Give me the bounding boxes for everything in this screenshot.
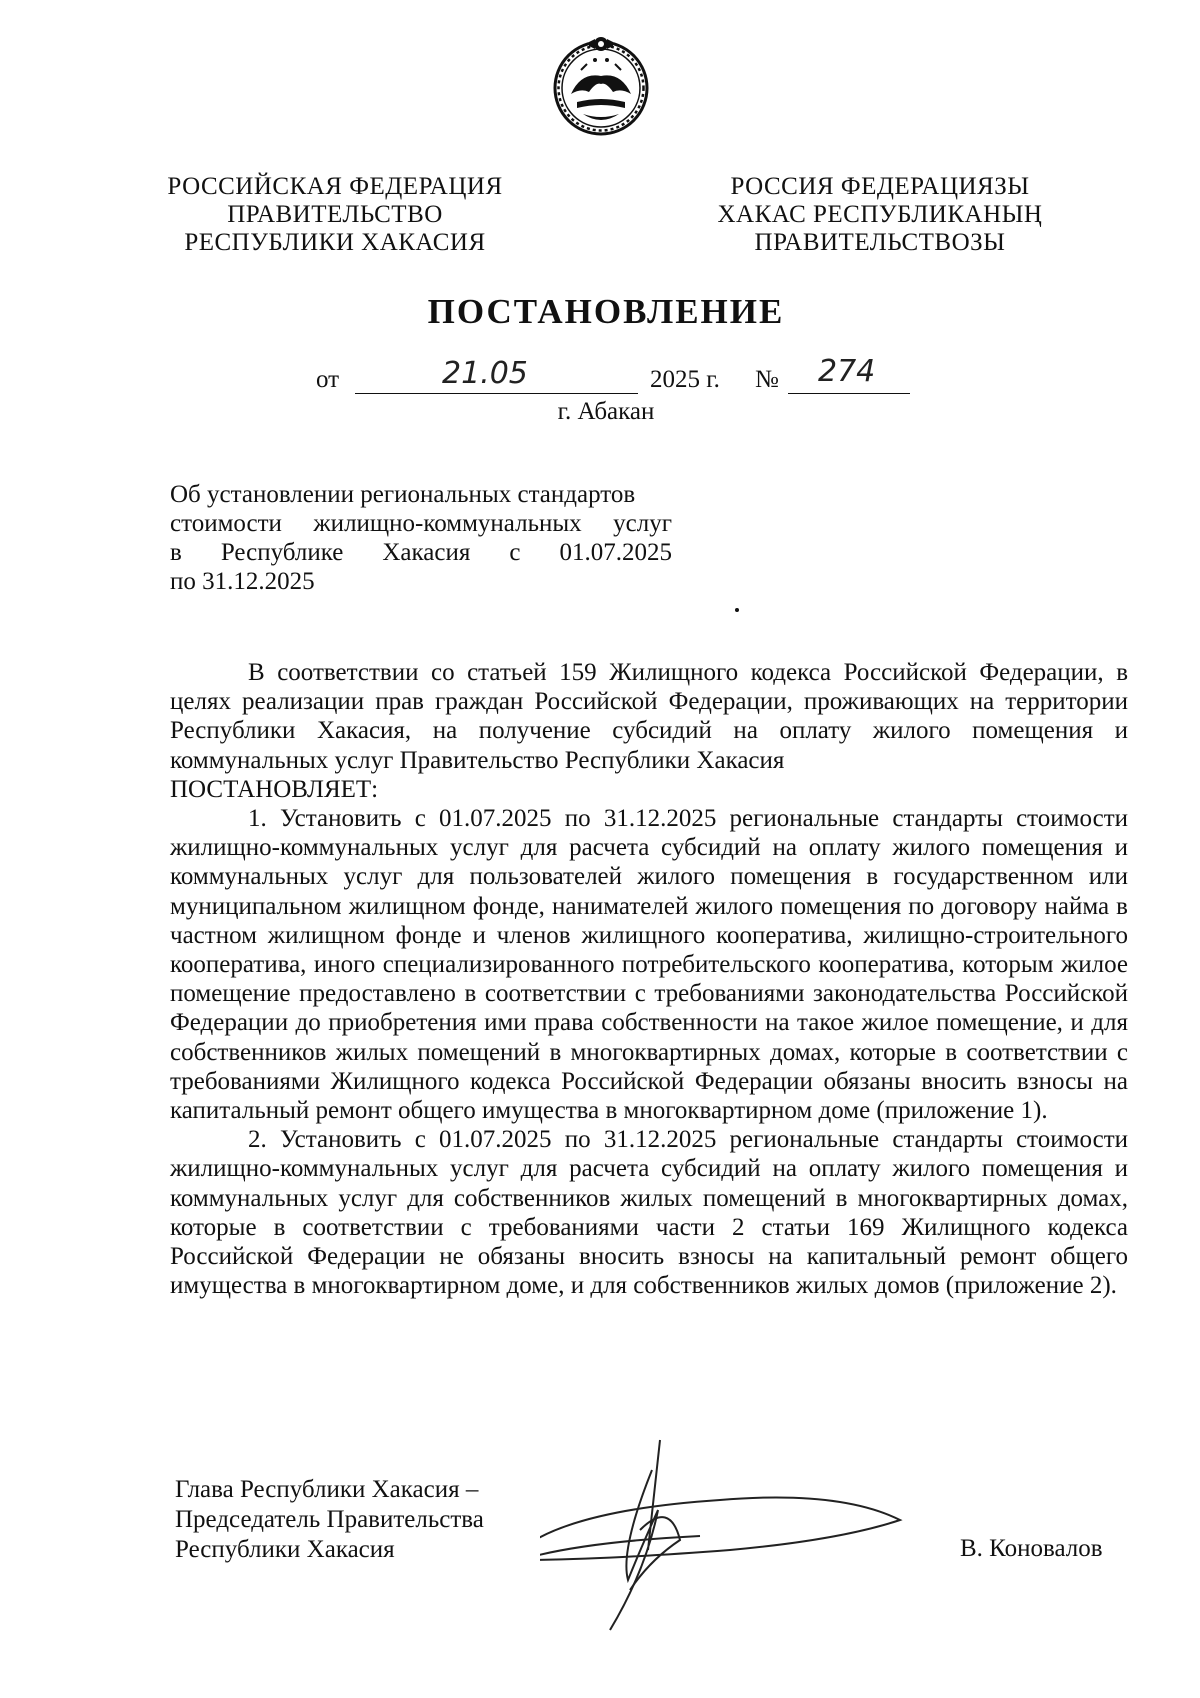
header-left — [160, 173, 510, 257]
header-right-line1: РОССИЯ ФЕДЕРАЦИЯЗЫ — [730, 173, 1030, 200]
subject-line2: стоимости жилищно-коммунальных услуг — [170, 510, 672, 537]
number-handwritten: 274 — [818, 354, 876, 389]
resolves-label: ПОСТАНОВЛЯЕТ: — [170, 775, 379, 803]
year-label: 2025 г. — [650, 366, 720, 393]
document-title: ПОСТАНОВЛЕНИЕ — [427, 292, 785, 331]
document-subject — [170, 480, 672, 596]
header-left-line3: РЕСПУБЛИКИ ХАКАСИЯ — [184, 229, 486, 256]
subject-line3: в Республике Хакасия с 01.07.2025 — [170, 539, 672, 566]
preamble-paragraph: В соответствии со статьей 159 Жилищного кодекса Российской Федерации, в целях реализации прав граждан Российской Федерации, проживающих на территории Республики Хакасия, на получение субсидий на оплату жилого помещения и коммунальных услуг Правительство Республики Хакасия — [170, 659, 1128, 774]
city-label: г. Абакан — [557, 398, 655, 425]
signatory-name: В. Коновалов — [960, 1535, 1103, 1562]
subject-line4: по 31.12.2025 — [170, 568, 315, 595]
subject-line1: Об установлении региональных стандартов — [170, 481, 636, 508]
number-sign: № — [755, 366, 779, 393]
item-2-paragraph: 2. Установить с 01.07.2025 по 31.12.2025 региональные стандарты стоимости жилищно-коммунальных услуг для расчета субсидий на оплату жилого помещения и коммунальных услуг для собственников жилых помещений в многоквартирных домах, которые в соответствии с требованиями части 2 статьи 169 Жилищного кодекса Российской Федерации не обязаны вносить взносы на капитальный ремонт общего имущества в многоквартирном доме, и для собственников жилых домов (приложение 2). — [170, 1126, 1128, 1300]
document-body — [170, 658, 1128, 1300]
handwritten-signature — [540, 1430, 920, 1640]
date-prefix: от — [316, 366, 340, 393]
header-right-line2: ХАКАС РЕСПУБЛИКАНЫҢ — [717, 201, 1043, 228]
stray-dot — [735, 608, 739, 612]
position-line3: Республики Хакасия — [175, 1536, 395, 1563]
header-left-line1: РОССИЙСКАЯ ФЕДЕРАЦИЯ — [167, 173, 503, 200]
header-left-line2: ПРАВИТЕЛЬСТВО — [227, 201, 443, 228]
position-line2: Председатель Правительства — [175, 1506, 484, 1533]
date-handwritten: 21.05 — [442, 356, 528, 391]
signatory-position — [175, 1475, 555, 1565]
header-right-line3: ПРАВИТЕЛЬСТВОЗЫ — [754, 229, 1006, 256]
header-right — [700, 173, 1060, 257]
item-1-paragraph: 1. Установить с 01.07.2025 по 31.12.2025 региональные стандарты стоимости жилищно-коммунальных услуг для расчета субсидий на оплату жилого помещения и коммунальных услуг для пользователей жилого помещения в государственном или муниципальном жилищном фонде, нанимателей жилого помещения по договору найма в частном жилищном фонде и членов жилищного кооператива, жилищно-строительного кооператива, иного специализированного потребительского кооператива, которым жилое помещение предоставлено в соответствии с требованиями законодательства Российской Федерации до приобретения ими права собственности на такое жилое помещение, и для собственников жилых помещений в многоквартирных домах, которые в соответствии с требованиями Жилищного кодекса Российской Федерации обязаны вносить взносы на капитальный ремонт общего имущества в многоквартирном доме (приложение 1). — [170, 805, 1128, 1125]
position-line1: Глава Республики Хакасия – — [175, 1476, 479, 1503]
coat-of-arms-icon — [551, 30, 651, 142]
